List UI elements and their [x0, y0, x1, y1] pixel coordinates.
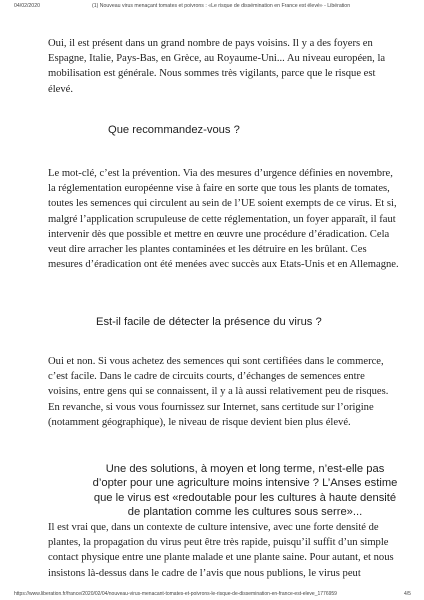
answer-paragraph-3: Oui et non. Si vous achetez des semences qui sont certifiées dans le commerce, c’est facile. Dans le cadre de circuits courts, d’échanges de semences entre voisins, entre gens qui se connaissent, il y a là aussi relativement peu de risques. En revanche, si vous vous fournissez sur Internet, sans certitude sur l’origine (notamment géographique), le niveau de risque devient bien plus élevé. [48, 356, 389, 428]
answer-paragraph-2: Le mot-clé, c’est la prévention. Via des mesures d’urgence définies en novembre, la réglementation européenne vise à faire en sorte que tous les plants de tomates, toutes les semences qui circulent au sein de l’UE soient exempts de ce virus. Et si, malgré l’application scrupuleuse de cette réglementation, un foyer apparaît, il faut intervenir dès que possible et mettre en œuvre une procédure d’éradication. Cela veut dire arracher les plantes contaminées et les détruire en les brûlant. Ces mesures d’éradication ont été menées avec succès aux Etats-Unis et en Allemagne. [48, 168, 399, 271]
answer-paragraph-1: Oui, il est présent dans un grand nombre de pays voisins. Il y a des foyers en Espagne, Italie, Pays-Bas, en Grèce, au Royaume-Uni... Au niveau européen, la mobilisation est générale. Nous sommes très vigilants, parce que le risque est élevé. [48, 38, 386, 95]
question-heading-3: Une des solutions, à moyen et long terme, n’est-elle pas d’opter pour une agriculture moins intensive ? L’Anses estime que le virus est «redoutable pour les cultures à haute densité de plantation comme les cultures sous serre»... [92, 463, 398, 519]
page-number: 4/5 [404, 591, 411, 597]
question-heading-2: Est-il facile de détecter la présence du virus ? [96, 316, 322, 328]
print-date: 04/02/2020 [14, 3, 40, 9]
answer-paragraph-4: Il est vrai que, dans un contexte de culture intensive, avec une forte densité de plantes, la propagation du virus peut être très rapide, puisqu’il suffit d’un simple contact physique entre une plante malade et une plante saine. Pour autant, et nous insistons là-dessus dans le cadre de l’avis que nous publions, le virus peut [48, 522, 394, 579]
print-page-title: (1) Nouveau virus menaçant tomates et poivrons : «Le risque de dissémination en France est élevé» - Libération [92, 3, 351, 9]
print-url: https://www.liberation.fr/france/2020/02/04/nouveau-virus-menacant-tomates-et-poivrons-le-risque-de-dissemination-en-france-est-eleve_1776959 [14, 591, 337, 597]
question-heading-1: Que recommandez-vous ? [108, 124, 240, 136]
